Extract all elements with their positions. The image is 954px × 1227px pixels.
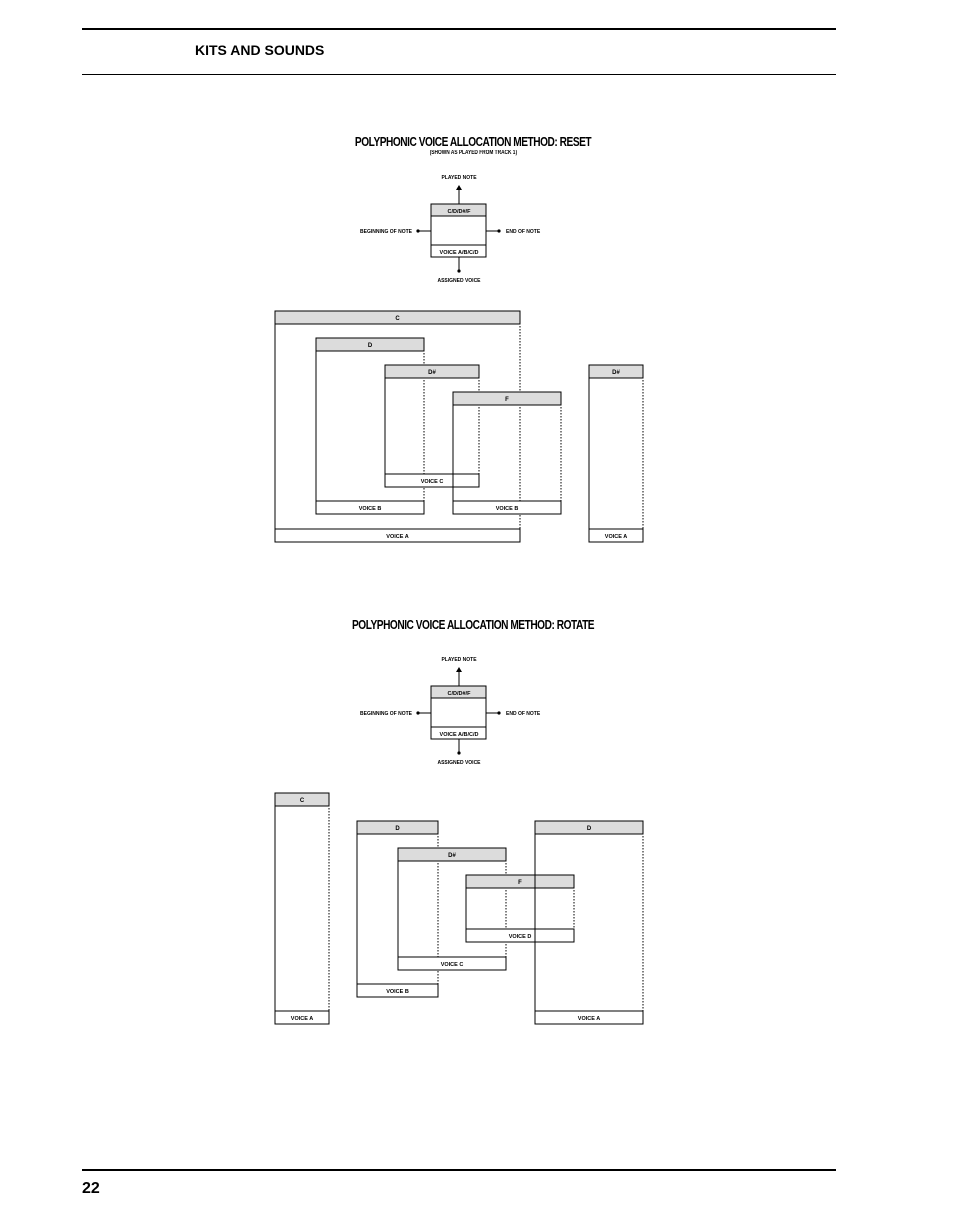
reset-note-0-voice-label: VOICE A [386,534,409,540]
rotate-note-0-voice-label: VOICE A [290,1016,314,1022]
reset-note-1-voice-label: VOICE B [358,506,382,512]
rotate-note-2-label: D# [448,853,456,859]
reset-diagram-title: POLYPHONIC VOICE ALLOCATION METHOD: RESET [354,134,592,149]
rotate-beginning-label: BEGINNING OF NOTE [360,711,412,717]
rotate-legend-voice-label: VOICE A/B/C/D [439,732,479,738]
section-title: KITS AND SOUNDS [195,42,325,58]
rotate-assigned-label: ASSIGNED VOICE [437,760,481,766]
reset-played-note-label: PLAYED NOTE [441,175,477,181]
rotate-end-dot [497,711,500,714]
rotate-legend-note-label: C/D/D#/F [447,691,471,697]
reset-note-4-voice-label: VOICE A [604,534,628,540]
rotate-assigned-dot [457,751,460,754]
reset-end-label: END OF NOTE [506,229,541,235]
reset-legend-note-label: C/D/D#/F [447,209,471,215]
rotate-end-label: END OF NOTE [506,711,541,717]
rotate-note-3-label: F [518,880,522,886]
rotate-note-4-label: D [586,826,592,832]
reset-beginning-dot [416,229,419,232]
rotate-played-note-arrowhead [456,667,462,672]
rotate-note-1-label: D [395,826,400,832]
rotate-note-1-voice-label: VOICE B [386,989,409,995]
reset-played-note-arrowhead [456,185,462,190]
reset-assigned-dot [457,269,460,272]
reset-legend-voice-label: VOICE A/B/C/D [439,250,479,256]
reset-note-1-label: D [367,343,373,349]
reset-diagram-subtitle: (SHOWN AS PLAYED FROM TRACK 1) [429,150,518,156]
reset-note-4-label: D# [612,370,620,376]
reset-note-2-voice-label: VOICE C [420,479,444,485]
reset-end-dot [497,229,500,232]
rotate-note-2-voice-label: VOICE C [440,962,464,968]
rotate-beginning-dot [416,711,419,714]
page-number: 22 [82,1180,100,1197]
rotate-note-4-voice-label: VOICE A [577,1016,601,1022]
reset-beginning-label: BEGINNING OF NOTE [360,229,412,235]
footer-rule [82,1169,836,1171]
reset-assigned-label: ASSIGNED VOICE [437,278,481,284]
rotate-played-note-label: PLAYED NOTE [441,657,477,663]
rotate-note-3-voice-label: VOICE D [508,934,532,940]
rotate-diagram-title: POLYPHONIC VOICE ALLOCATION METHOD: ROTATE [351,617,595,632]
reset-note-3-label: F [505,397,509,403]
rotate-note-0-label: C [299,798,305,804]
reset-note-3-voice-label: VOICE B [495,506,519,512]
reset-note-2-label: D# [428,370,436,376]
reset-note-0-label: C [395,316,400,322]
